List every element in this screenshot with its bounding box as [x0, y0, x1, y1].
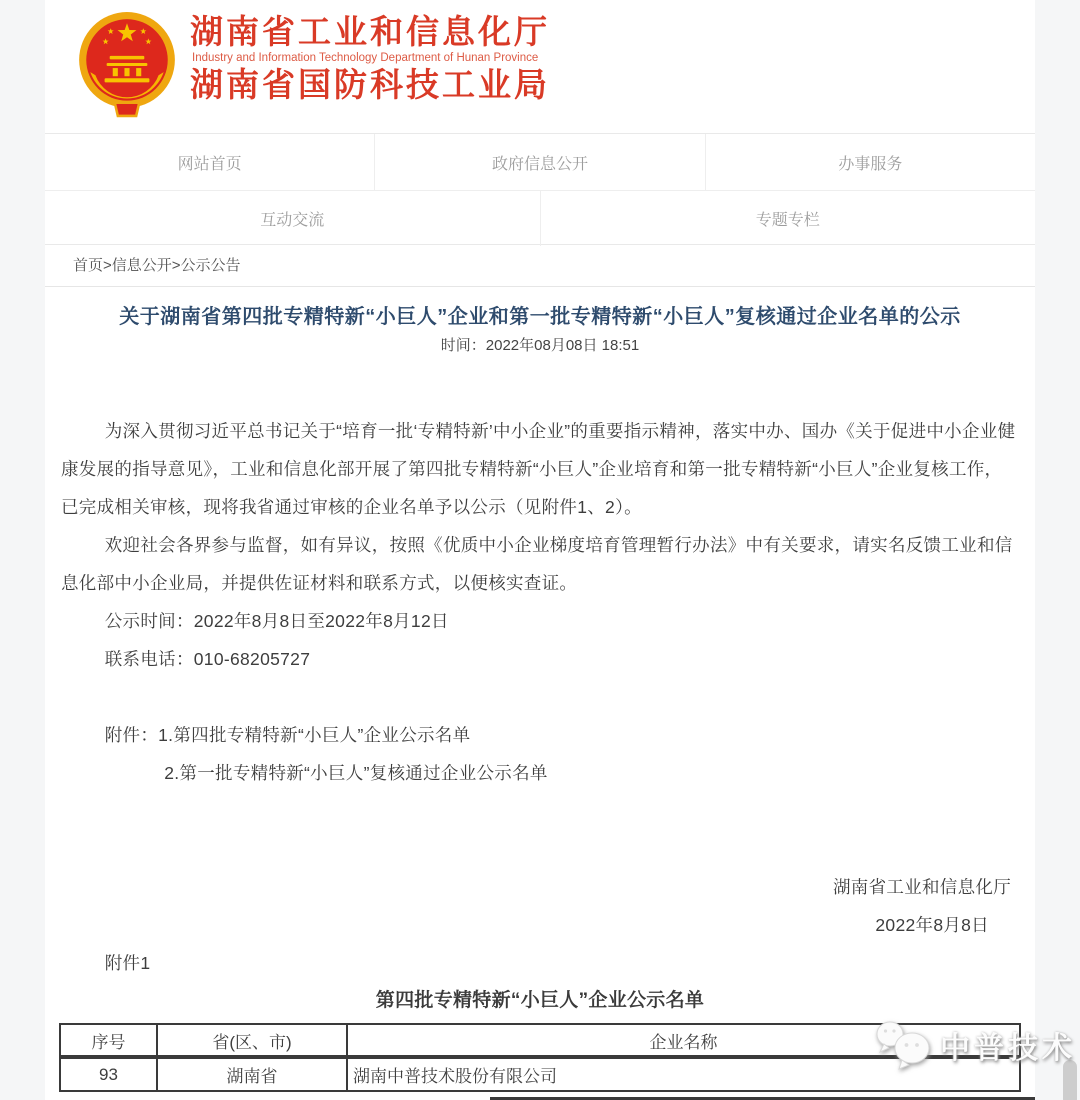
blank-line [61, 830, 1019, 868]
paragraph-1: 为深入贯彻习近平总书记关于“培育一批‘专精特新’中小企业”的重要指示精神，落实中办、国办《关于促进中小企业健康发展的指导意见》，工业和信息化部开展了第四批专精特新“小巨人”企业培育和第一批专精特新“小巨人”企业复核工作，已完成相关审核，现将我省通过审核的企业名单予以公示（见附件1、2）。 [61, 421, 1016, 517]
article-body [45, 400, 1035, 1020]
site-header [45, 0, 1035, 133]
attachment1-table-title: 第四批专精特新“小巨人”企业公示名单 [375, 990, 705, 1011]
cell-company: 湖南中普技术股份有限公司 [347, 1057, 1020, 1091]
nav-item-services[interactable]: 办事服务 [705, 134, 1035, 190]
contact-phone-line: 联系电话：010-68205727 [104, 649, 311, 669]
attachment1-label: 附件1 [104, 953, 151, 973]
org2-name-cn: 湖南省国防科技工业局 [190, 66, 550, 103]
nav-item-home[interactable]: 网站首页 [177, 155, 242, 173]
article-time: 时间：2022年08月08日 18:51 [440, 337, 640, 354]
cell-index: 93 [60, 1057, 157, 1091]
org-name-cn: 湖南省工业和信息化厅 [190, 13, 550, 50]
nav-row-1 [45, 134, 1035, 190]
cell-province: 湖南省 [157, 1057, 347, 1091]
attachment-list-line-1: 附件：1.第四批专精特新“小巨人”企业公示名单 [104, 725, 471, 745]
article-title: 关于湖南省第四批专精特新“小巨人”企业和第一批专精特新“小巨人”复核通过企业名单的公示 [119, 306, 961, 328]
col-header-index: 序号 [60, 1024, 157, 1057]
nav-item-gov-info[interactable]: 政府信息公开 [374, 134, 704, 190]
enterprise-list-table [59, 1023, 1021, 1092]
scrollbar-thumb[interactable] [1063, 1060, 1077, 1100]
signature-date: 2022年8月8日 [875, 915, 989, 935]
nav-item-interaction[interactable]: 互动交流 [260, 212, 325, 229]
attachment-list-line-2: 2.第一批专精特新“小巨人”复核通过企业公示名单 [164, 763, 548, 783]
signature-org: 湖南省工业和信息化厅 [833, 877, 1011, 897]
table-row [60, 1057, 1020, 1091]
breadcrumb[interactable]: 首页>信息公开>公示公告 [45, 245, 1035, 287]
paragraph-2: 欢迎社会各界参与监督，如有异议，按照《优质中小企业梯度培育管理暂行办法》中有关要求，请实名反馈工业和信息化部中小企业局，并提供佐证材料和联系方式，以便核实查证。 [61, 535, 1013, 593]
col-header-company: 企业名称 [347, 1024, 1020, 1057]
nav-row-2 [45, 190, 1035, 246]
blank-line [61, 678, 1019, 716]
content-column [45, 0, 1035, 1100]
national-emblem-icon [75, 9, 179, 119]
main-nav [45, 133, 1035, 245]
table-header-row [60, 1024, 1020, 1057]
col-header-province: 省(区、市) [157, 1024, 347, 1057]
watermark-text: 中普技术 [940, 1032, 1076, 1065]
org-name-en: Industry and Information Technology Department of Hunan Province [192, 52, 539, 64]
publicity-period-line: 公示时间：2022年8月8日至2022年8月12日 [104, 611, 449, 631]
nav-item-special-columns[interactable]: 专题专栏 [540, 191, 1036, 246]
header-org-titles [190, 14, 550, 103]
blank-line [61, 792, 1019, 830]
